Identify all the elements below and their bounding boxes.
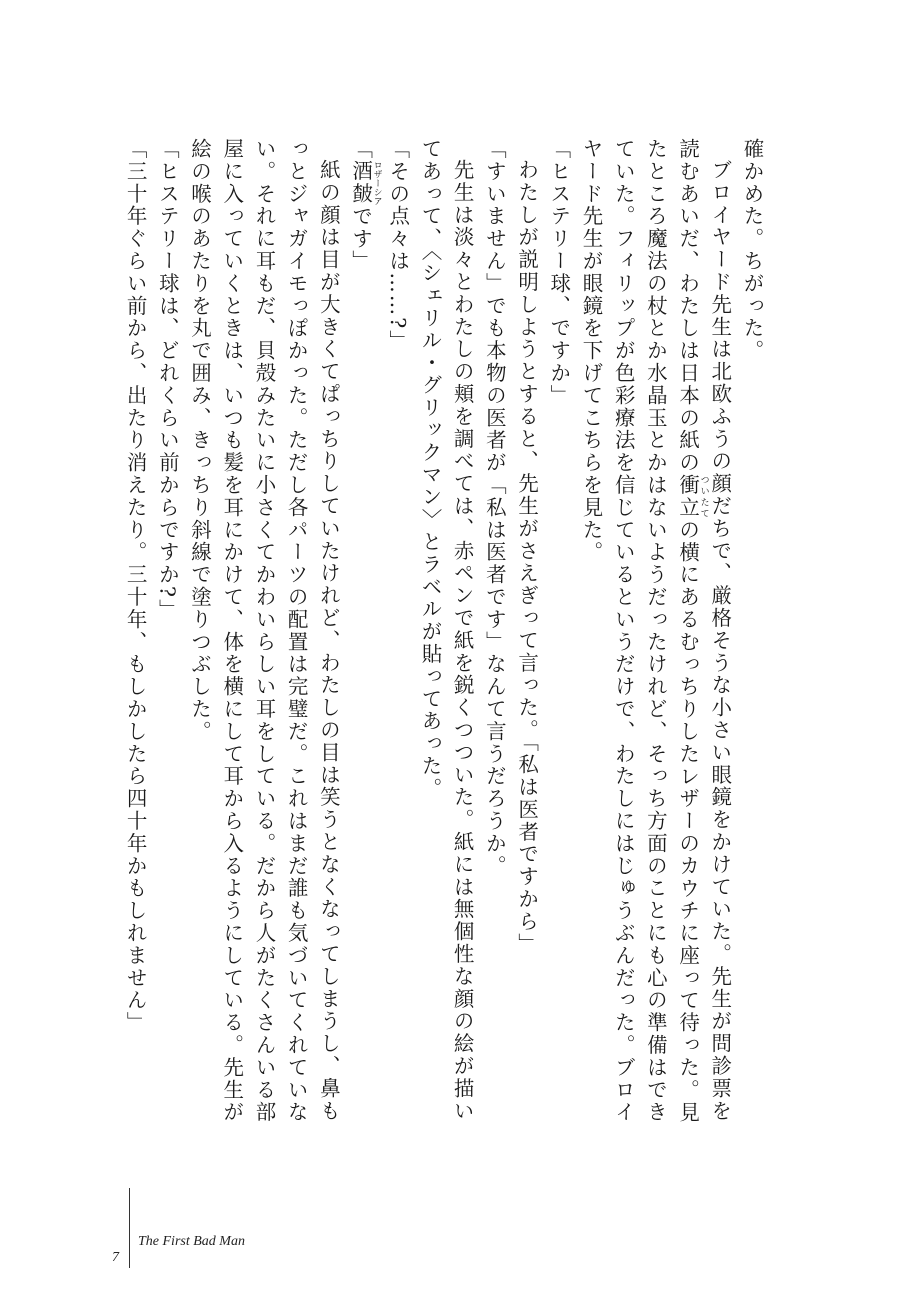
paragraph-9: 紙の顔は目が大きくてぱっちりしていたけれど、わたしの目は笑うとなくなってしまうし、鼻もっとジャガイモっぽかった。ただし各パーツの配置は完璧だ。これはまだ誰も気づいてくれていない。それに耳もだ、貝殻みたいに小さくてかわいらしい耳をしている。だから人がたくさんいる部屋に入っていくときは、いつも髪を耳にかけて、体を横にして耳から入るようにしている。先生が絵の喉のあたりを丸で囲み、きっちり斜線で塗りつぶした。: [187, 138, 341, 1124]
paragraph-2: [639, 138, 736, 1138]
paragraph-rosacea: 「酒皶 ロザーシアです」: [348, 138, 382, 273]
running-title: The First Bad Man: [138, 1234, 245, 1249]
ruby-rosacea: 酒皶 ロザーシア: [348, 160, 382, 206]
paragraph-2-tail: の横にあるむっちりしたレザーのカウチに座って待った。見たところ魔法の杖とか水晶玉とかはないようだったけれど、そっち方面のことにも心の準備はでき: [643, 138, 700, 1124]
ruby-tsuitate-reading: ついたて: [698, 474, 709, 519]
paragraph-7: 先生は淡々とわたしの頬を調べては、赤ペンで紙を鋭くつついた。紙には無個性な顔の絵が描いてあって、〈シェリル・グリックマン〉とラベルが貼ってあった。: [417, 138, 475, 1122]
vertical-body-text: [123, 138, 768, 1138]
paragraph-3: ていた。フィリップが色彩療法を信じているというだけで、わたしにはじゅうぶんだった。ブロイヤード先生が眼鏡を下げてこちらを見た。: [578, 138, 636, 1124]
paragraph-6: 「すいません」でも本物の医者が「私は医者です」なんて言うだろうか。: [482, 138, 507, 878]
paragraph-4: 「ヒステリー球、ですか」: [546, 138, 571, 407]
footer-divider: [129, 1188, 130, 1268]
ruby-tsuitate: 衝立 ついたて: [675, 474, 709, 519]
paragraph-1: 確かめた。ちがった。: [740, 138, 764, 362]
paragraph-2-head: ブロイヤード先生は北欧ふうの顔だちで、厳格そうな小さい眼鏡をかけていた。先生が問診票を読むあいだ、わたしは日本の紙の: [675, 138, 732, 1122]
paragraph-11: 「三十年ぐらい前から、出たり消えたり。三十年、もしかしたら四十年かもしれません」: [123, 138, 148, 1034]
paragraph-10: 「ヒステリー球は、どれくらい前からですか?」: [155, 138, 180, 622]
ruby-rosacea-reading: ロザーシア: [371, 160, 382, 206]
paragraph-8: 「その点々は……?」: [385, 138, 410, 353]
paragraph-5: わたしが説明しようとすると、先生がさえぎって言った。「私は医者ですから」: [514, 158, 539, 955]
page-number: 7: [112, 1250, 119, 1265]
